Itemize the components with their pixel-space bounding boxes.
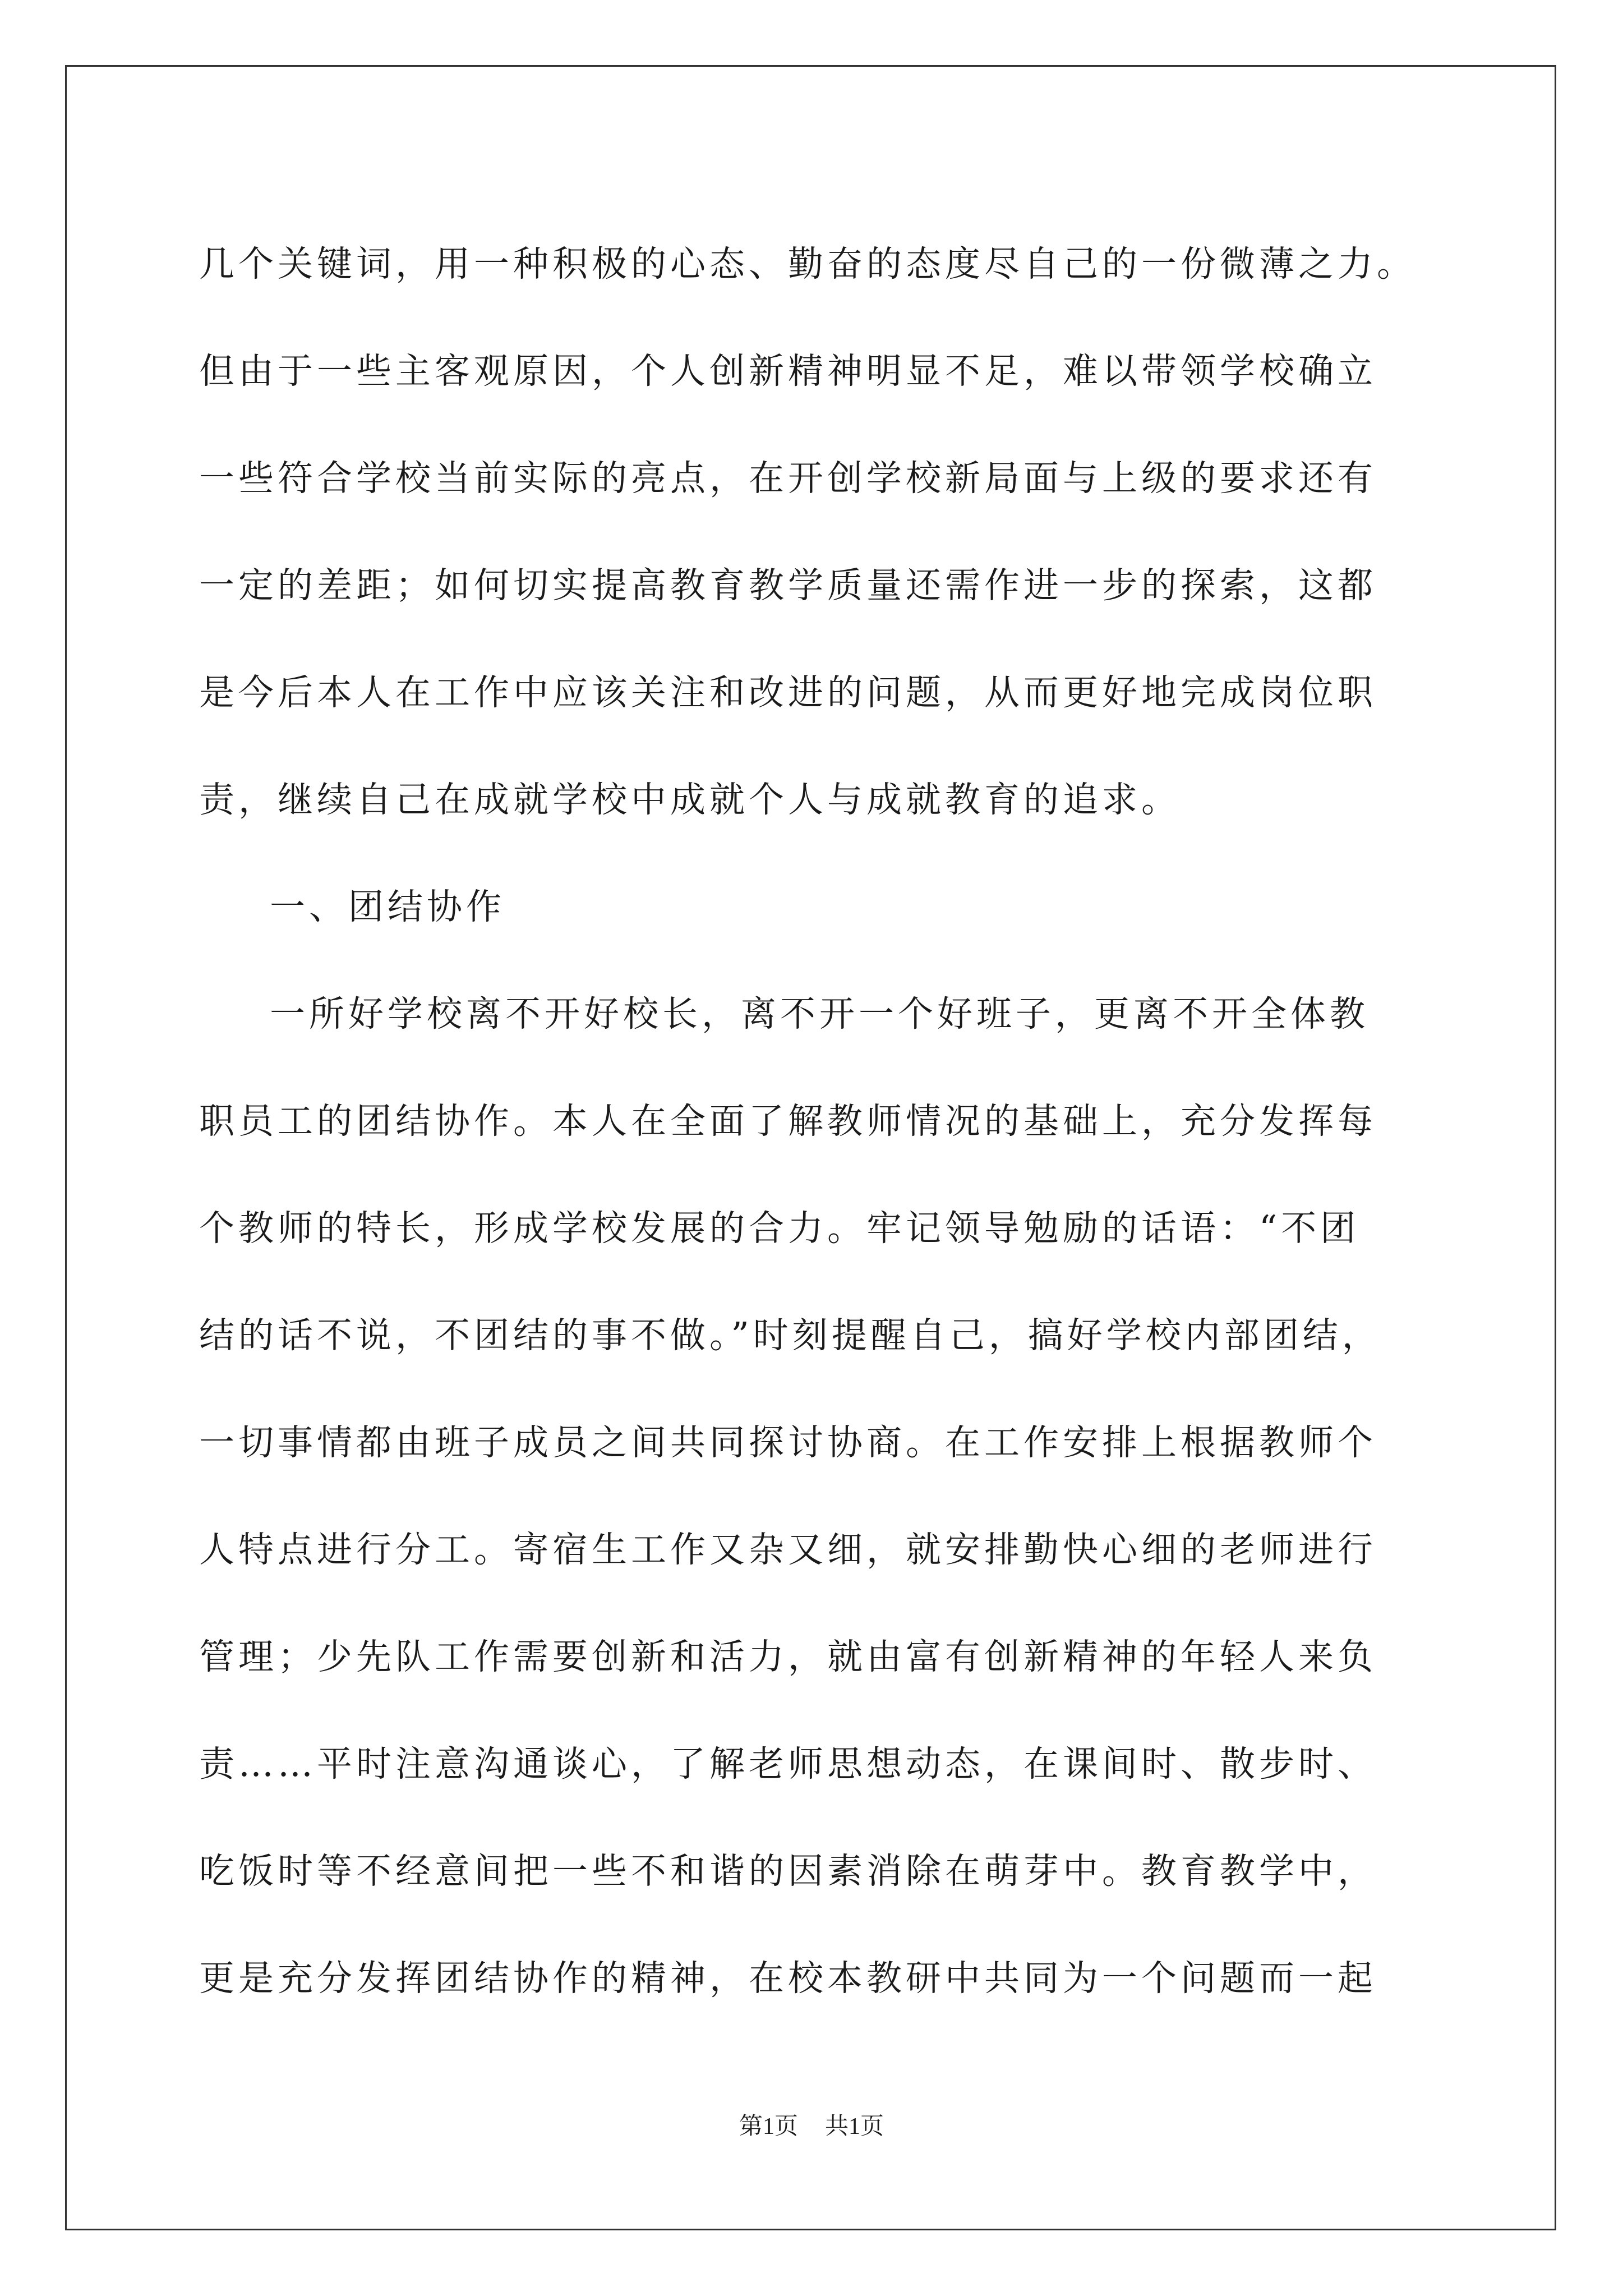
text-line: 但由于一些主客观原因，个人创新精神明显不足，难以带领学校确立 <box>199 351 1377 392</box>
text-line: 责……平时注意沟通谈心，了解老师思想动态，在课间时、散步时、 <box>199 1743 1377 1784</box>
text-line: 一定的差距；如何切实提高教育教学质量还需作进一步的探索，这都 <box>199 565 1377 606</box>
text-line: 更是充分发挥团结协作的精神，在校本教研中共同为一个问题而一起 <box>199 1958 1377 1999</box>
page-number: 第1页 <box>739 2114 798 2139</box>
text-line: 职员工的团结协作。本人在全面了解教师情况的基础上，充分发挥每 <box>199 1101 1377 1142</box>
text-line: 个教师的特长，形成学校发展的合力。牢记领导勉励的话语：“不团 <box>199 1208 1360 1249</box>
paragraph-first-line: 一所好学校离不开好校长，离不开一个好班子，更离不开全体教 <box>270 993 1369 1034</box>
text-line: 管理；少先队工作需要创新和活力，就由富有创新精神的年轻人来负 <box>199 1636 1377 1677</box>
text-line: 吃饭时等不经意间把一些不和谐的因素消除在萌芽中。教育教学中， <box>199 1851 1377 1892</box>
text-line: 是今后本人在工作中应该关注和改进的问题，从而更好地完成岗位职 <box>199 672 1377 713</box>
page-footer <box>0 2108 1623 2141</box>
page-total: 共1页 <box>825 2114 884 2139</box>
text-line: 一些符合学校当前实际的亮点，在开创学校新局面与上级的要求还有 <box>199 458 1377 499</box>
section-heading: 一、团结协作 <box>270 886 505 927</box>
text-line: 结的话不说，不团结的事不做。”时刻提醒自己，搞好学校内部团结， <box>199 1315 1381 1356</box>
document-body <box>199 210 1430 2032</box>
text-line: 人特点进行分工。寄宿生工作又杂又细，就安排勤快心细的老师进行 <box>199 1529 1377 1570</box>
text-line: 几个关键词，用一种积极的心态、勤奋的态度尽自己的一份微薄之力。 <box>199 243 1416 284</box>
text-line: 责，继续自己在成就学校中成就个人与成就教育的追求。 <box>199 779 1181 820</box>
text-line: 一切事情都由班子成员之间共同探讨协商。在工作安排上根据教师个 <box>199 1422 1377 1463</box>
